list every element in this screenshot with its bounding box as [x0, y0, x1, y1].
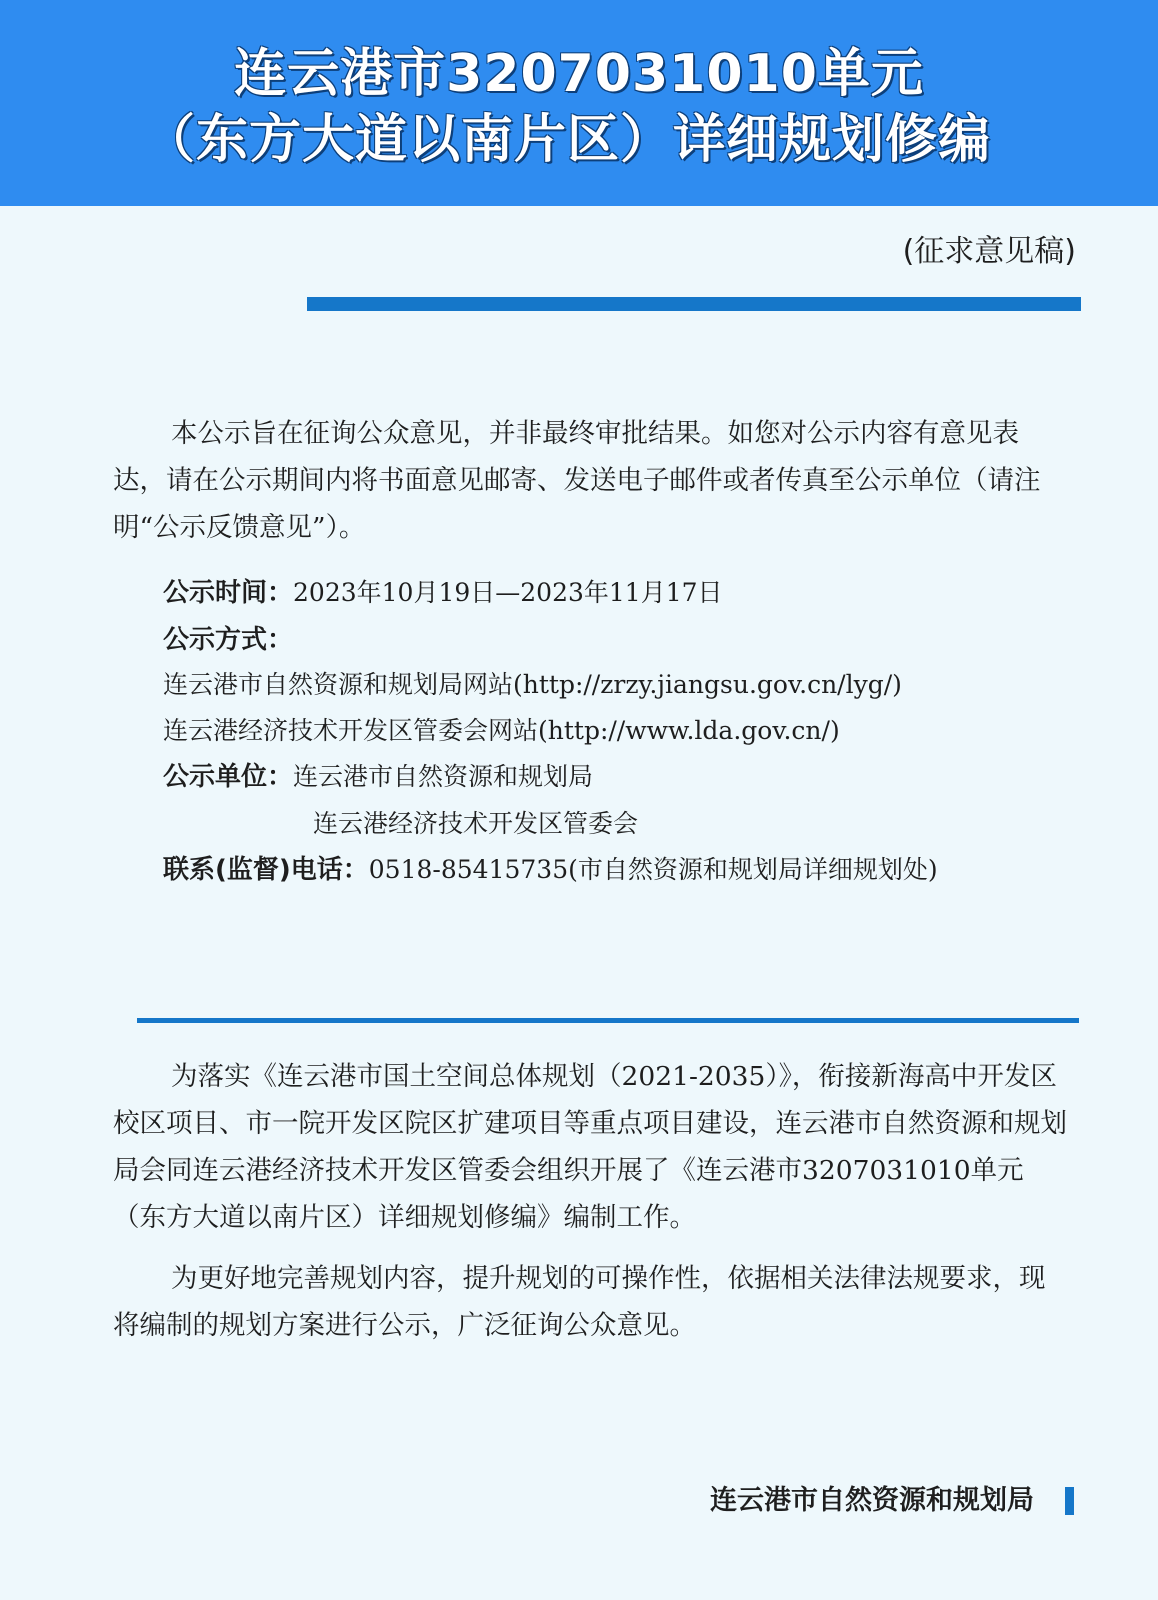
- site-1-name: 连云港市自然资源和规划局网站: [163, 670, 514, 699]
- contact-phone-number: 0518-85415735: [368, 855, 569, 884]
- site-2-url[interactable]: (http://www.lda.gov.cn/): [538, 716, 840, 745]
- unit-1: 连云港市自然资源和规划局: [293, 762, 594, 791]
- contact-phone-note: (市自然资源和规划局详细规划处): [568, 855, 938, 884]
- notice-unit-label: 公示单位：: [163, 762, 294, 792]
- notice-method-label: 公示方式：: [163, 625, 294, 655]
- background-paragraph-1: 为落实《连云港市国土空间总体规划（2021-2035）》，衔接新海高中开发区校区项目、市一院开发区院区扩建项目等重点项目建设，连云港市自然资源和规划局会同连云港经济技术开发区管委会组织开展了《连云港市3207031010单元（东方大道以南片区）详细规划修编》编制工作。: [113, 1061, 1067, 1233]
- site-2-name: 连云港经济技术开发区管委会网站: [163, 716, 539, 745]
- middle-divider: [137, 1018, 1079, 1023]
- unit-2: 连云港经济技术开发区管委会: [313, 809, 639, 838]
- contact-phone: [163, 850, 938, 890]
- footer-organization: 连云港市自然资源和规划局: [710, 1485, 1034, 1516]
- top-divider: [307, 297, 1081, 311]
- title-banner: [0, 0, 1158, 206]
- title-line-2: （东方大道以南片区）详细规划修编: [142, 110, 991, 170]
- notice-unit: [163, 757, 593, 797]
- title-line-1: 连云港市3207031010单元: [234, 44, 924, 104]
- intro-paragraph: 本公示旨在征询公众意见，并非最终审批结果。如您对公示内容有意见表达，请在公示期间内将书面意见邮寄、发送电子邮件或者传真至公示单位（请注明“公示反馈意见”）。: [113, 418, 1041, 543]
- notice-period-value: 2023年10月19日—2023年11月17日: [293, 578, 723, 607]
- notice-method: [163, 620, 293, 660]
- notice-period-label: 公示时间：: [163, 578, 294, 608]
- draft-label: (征求意见稿): [902, 234, 1076, 269]
- site-1: [163, 665, 902, 705]
- site-1-url[interactable]: (http://zrzy.jiangsu.gov.cn/lyg/): [513, 670, 902, 699]
- footer-accent-bar: [1065, 1487, 1074, 1515]
- site-2: [163, 711, 840, 751]
- background-paragraph-2: 为更好地完善规划内容，提升规划的可操作性，依据相关法律法规要求，现将编制的规划方案进行公示，广泛征询公众意见。: [113, 1263, 1046, 1341]
- contact-phone-label: 联系(监督)电话：: [163, 855, 369, 885]
- notice-period: [163, 573, 723, 613]
